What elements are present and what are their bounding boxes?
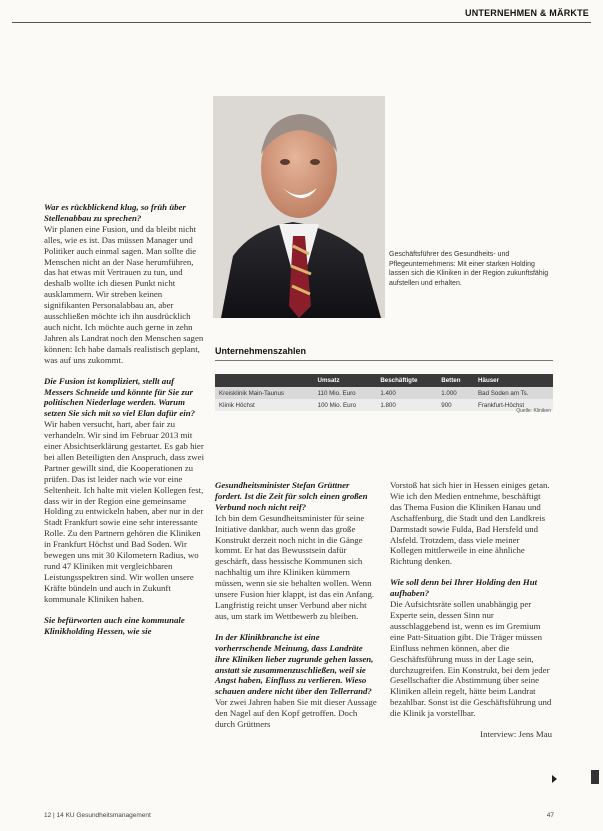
interview-question: Sie befürworten auch eine kommunale Klinikholding Hessen, wie sie: [44, 614, 185, 636]
portrait-photo: [213, 96, 385, 318]
company-stats-table: [215, 374, 553, 411]
interview-question: Die Fusion ist kompliziert, stellt auf Messers Schneide und könnte für Sie zur politischen Niederlage werden. Warum setzen Sie sich mit so viel Elan dafür ein?: [44, 375, 196, 419]
interview-answer: Vorstoß hat sich hier in Hessen einiges getan. Wie ich den Medien entnehme, beschäftigt das Thema Fusion die Kliniken Hanau und Aschaffenburg, die Stadt und den Landkreis Darmstadt sowie Fulda, Bad Hersfeld und Alsfeld. Trotzdem, dass viele meiner Kollegen mittlerweile in eine ähnliche Richtung denken.: [390, 480, 550, 567]
interview-question: Gesundheitsminister Stefan Grüttner fordert. Ist die Zeit für solch einen großen Verbund noch nicht reif?: [215, 480, 368, 512]
table-top-rule: [215, 360, 553, 361]
table-cell: Klinik Höchst: [215, 399, 314, 411]
interview-question: Wie soll denn bei Ihrer Holding den Hut aufhaben?: [390, 577, 538, 599]
interview-answer: Die Aufsichtsräte sollen unabhängig per Experte sein, dessen Sinn nur ausschlaggebend ist, wenn es im Gremium eine Patt-Situation gibt. Die Träger müssen Einfluss nehmen können, aber die Geschäftsführung muss in der Lage sein, durchzugreifen. Ein Konstrukt, bei dem jeder Gesellschafter die Abstimmung über seine Kliniken allein regelt, hätte beim Landrat bezahlbar. Sonst ist die Geschäftsführung und die Klinik ja vorstellbar.: [390, 599, 552, 719]
table-header-row: [215, 374, 553, 387]
interview-question: War es rückblickend klug, so früh über Stellenabbau zu sprechen?: [44, 202, 186, 223]
interview-answer: Wir planen eine Fusion, und da bleibt nicht alles, wie es ist. Das müssen Manager und Politiker auch einmal sagen. Man sollte die Menschen nicht an der Nase herumführen, das hat etwas mit Vertrauen zu tun, und deshalb wollte ich diesen Punkt nicht ausklammern. Wir streben keinen signifikanten Personalabbau an, aber ausschließen möchte ich ihn ausdrücklich auch nicht. Ich möchte auch gerne in zehn Jahren als Landrat noch den Menschen sagen können: Ich habe damals realistisch geplant, was auf uns zukommt.: [44, 223, 204, 365]
text-column-1: [44, 202, 204, 646]
interview-answer: Wir haben versucht, hart, aber fair zu verhandeln. Wir sind im Februar 2013 mit einer Absichtserklärung gestartet. Es gab hier bei allen Beteiligten den Anspruch, dass zwei Partner gewillt sind, die Kooperationen zu prüfen. Das ist leider nach wie vor eine Seltenheit. Ich halte mit vielen Kollegen fest, dass wir in der Region eine gemeinsame Holding zu entwickeln haben, aber nur in der Stadt Frankfurt sowie eine sehr interessante Rolle. Zu den Partnern gehören die Kliniken in Frankfurt Höchst und Bad Soden. Wir bewegen uns mit 30 Kilometern Radius, wo rund 47 Kliniken mit vergleichbaren Leistungsspektren sind. Wir wollen unsere Kräfte bündeln und auch in Zukunft kommunale Kliniken haben.: [44, 419, 205, 604]
table-header-cell: Beschäftigte: [376, 374, 437, 387]
table-cell: 110 Mio. Euro: [314, 387, 377, 399]
interview-answer: Vor zwei Jahren haben Sie mit dieser Aussage den Nagel auf den Kopf getroffen. Doch durch Grüttners: [215, 697, 377, 730]
table-cell: 1.400: [376, 387, 437, 399]
text-column-3: [390, 480, 552, 750]
table-row: [215, 399, 553, 411]
table-cell: 900: [437, 399, 474, 411]
table-title: Unternehmenszahlen: [215, 346, 307, 356]
table-cell: 1.000: [437, 387, 474, 399]
interview-question: In der Klinikbranche ist eine vorherrschende Meinung, dass Landräte ihre Kliniken lieber zugrunde gehen lassen, anstatt sie zusammenzuschließen, weil sie Angst haben, Einfluss zu verlieren. Wieso schauen andere nicht über den Tellerrand?: [215, 631, 374, 697]
table-header-cell: [215, 374, 314, 387]
end-arrow-icon: [552, 775, 557, 783]
interviewer-credit: Interview: Jens Mau: [480, 729, 552, 740]
page-number: 47: [546, 812, 554, 819]
footer-left: 12 | 14 KU Gesundheitsmanagement: [44, 812, 151, 819]
table-header-cell: Betten: [437, 374, 474, 387]
page-edge-tab: [591, 770, 599, 784]
table-cell: Frankfurt-Höchst: [474, 399, 553, 411]
text-column-2: [215, 480, 377, 740]
table-row: [215, 387, 553, 399]
section-title: UNTERNEHMEN & MÄRKTE: [465, 8, 589, 18]
interview-answer: Ich bin dem Gesundheitsminister für seine Initiative dankbar, auch wenn das große Konstrukt derzeit noch nicht in die Gänge kommt. Er hat das Bewusstsein dafür geschärft, dass hessische Kommunen sich nachhaltig um ihre Kliniken kümmern müssen, wenn sie sie behalten wollen. Wenn unsere Fusion hier klappt, ist das ein Anfang. Langfristig reicht unser Verbund aber nicht aus, um stark im Wettbewerb zu bleiben.: [215, 512, 375, 621]
header-rule: [12, 22, 591, 23]
photo-caption: Geschäftsführer des Gesundheits- und Pflegeunternehmens: Mit einer starken Holding lassen sich die Kliniken in der Region zukunftsfähig aufstellen und erhalten.: [389, 251, 549, 287]
table-source: Quelle: Kliniken: [516, 408, 551, 414]
portrait-illustration: [213, 96, 385, 318]
table-cell: 100 Mio. Euro: [314, 399, 377, 411]
table-cell: Kreisklinik Main-Taunus: [215, 387, 314, 399]
table-header-cell: Umsatz: [314, 374, 377, 387]
table-cell: Bad Soden am Ts.: [474, 387, 553, 399]
table-cell: 1.800: [376, 399, 437, 411]
table-header-cell: Häuser: [474, 374, 553, 387]
